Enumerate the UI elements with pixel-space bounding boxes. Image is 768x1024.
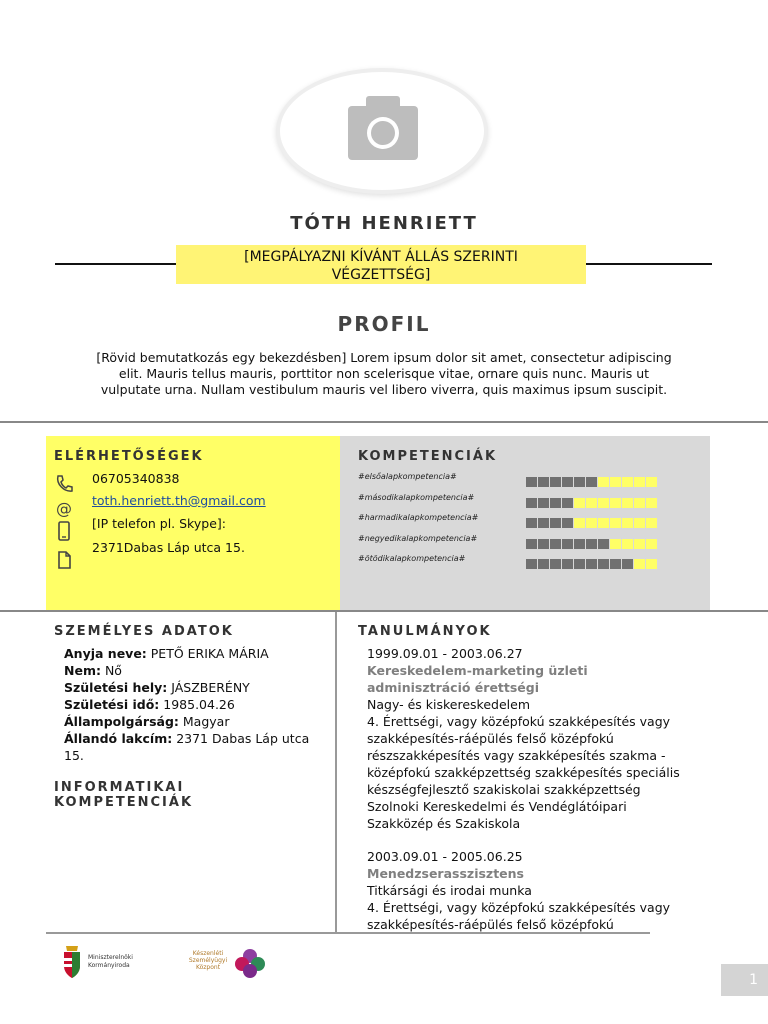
bar-segment-filled (550, 477, 561, 487)
competency-label: #ötödikalapkompetencia# (358, 554, 466, 563)
profile-text: [Rövid bemutatkozás egy bekezdésben] Lorem ipsum dolor sit amet, consectetur adipiscing elit. Mauris tellus mauris, porttitor non scelerisque vitae, ornare quis nunc. Mauris ut vulputate urna. Nullam vestibulum mauris vel libero viverra, quis maximus ipsum suscipit. (96, 350, 672, 397)
edu1-line: középfokú szakképzettség szakképesítés speciális (367, 765, 680, 780)
residence-value: 2371 Dabas Láp utca (172, 731, 310, 746)
page-number: 1 (721, 964, 768, 996)
column-divider (335, 612, 337, 932)
divider-middle (0, 610, 768, 612)
bar-segment-empty (610, 477, 621, 487)
bar-segment-empty (610, 498, 621, 508)
bar-segment-filled (538, 498, 549, 508)
bar-segment-empty (598, 518, 609, 528)
it-heading-line-2: KOMPETENCIÁK (54, 795, 194, 810)
bar-segment-empty (610, 539, 621, 549)
bar-segment-filled (538, 518, 549, 528)
edu1-line: részszakképesítés vagy szakképesítés szakma - (367, 748, 666, 763)
bar-segment-filled (562, 518, 573, 528)
email-link[interactable]: toth.henriett.th@gmail.com (92, 493, 266, 508)
mobile-icon (54, 521, 74, 541)
citizenship-value: Magyar (178, 714, 230, 729)
phone-icon (54, 474, 74, 494)
edu2-line: szakképesítés-ráépülés felső középfokú (367, 917, 614, 932)
residence-cont: 15. (64, 748, 84, 763)
bar-segment-empty (634, 518, 645, 528)
bar-segment-filled (526, 477, 537, 487)
edu1-line: szakképesítés-ráépülés felső középfokú (367, 731, 614, 746)
flower-logo (234, 948, 266, 978)
bar-segment-empty (586, 498, 597, 508)
mother-value: PETŐ ERIKA MÁRIA (146, 646, 269, 661)
position-title (176, 245, 586, 284)
bar-segment-filled (622, 559, 633, 569)
it-skills-heading (54, 780, 193, 810)
bar-segment-filled (538, 477, 549, 487)
birthplace-value: JÁSZBERÉNY (167, 680, 250, 695)
citizenship-label: Állampolgárság: (64, 714, 179, 729)
competency-bar (526, 559, 657, 569)
education-entry-2 (367, 848, 707, 933)
bar-segment-empty (622, 498, 633, 508)
competency-bar (526, 498, 657, 508)
bar-segment-empty (574, 518, 585, 528)
bar-segment-empty (646, 498, 657, 508)
bar-segment-empty (646, 518, 657, 528)
at-icon (54, 498, 74, 518)
competency-label: #harmadikalapkompetencia# (358, 513, 479, 522)
residence-label: Állandó lakcím: (64, 731, 173, 746)
logo2-line-1: Készenléti (192, 950, 224, 957)
gender (64, 662, 334, 679)
bar-segment-filled (610, 559, 621, 569)
edu1-line: Szolnoki Kereskedelmi és Vendéglátóipari (367, 799, 627, 814)
phone-number: 06705340838 (92, 471, 180, 486)
bar-segment-filled (586, 559, 597, 569)
competency-bar (526, 518, 657, 528)
bar-segment-empty (598, 477, 609, 487)
bar-segment-filled (550, 539, 561, 549)
bar-segment-empty (622, 518, 633, 528)
birthdate-label: Születési idő: (64, 697, 160, 712)
logo1-line-2: Kormányiroda (88, 962, 130, 969)
residence (64, 730, 334, 747)
name-rule-left (55, 263, 176, 265)
bar-segment-empty (646, 477, 657, 487)
mother-label: Anyja neve: (64, 646, 147, 661)
candidate-name: TÓTH HENRIETT (290, 213, 478, 234)
bar-segment-empty (634, 477, 645, 487)
bar-segment-filled (538, 559, 549, 569)
divider-top (0, 421, 768, 423)
birthplace (64, 679, 334, 696)
bar-segment-empty (622, 477, 633, 487)
bar-segment-filled (550, 518, 561, 528)
svg-text:@: @ (56, 499, 72, 518)
competency-bar (526, 477, 657, 487)
address: 2371Dabas Láp utca 15. (92, 540, 245, 555)
it-heading-line-1: INFORMATIKAI (54, 780, 185, 795)
bar-segment-filled (526, 559, 537, 569)
gender-label: Nem: (64, 663, 101, 678)
bar-segment-filled (526, 498, 537, 508)
competency-label: #másodikalapkompetencia# (358, 492, 475, 502)
competencies-heading: KOMPETENCIÁK (358, 449, 498, 464)
logo2-line-3: Központ (195, 964, 221, 971)
bar-segment-filled (598, 539, 609, 549)
edu2-line: 4. Érettségi, vagy középfokú szakképesítés vagy (367, 900, 671, 915)
logo1-line-1: Miniszterelnöki (88, 954, 133, 961)
bar-segment-filled (574, 559, 585, 569)
edu2-title: Menedzserasszisztens (367, 866, 524, 881)
bar-segment-empty (646, 539, 657, 549)
edu2-dates: 2003.09.01 - 2005.06.25 (367, 849, 523, 864)
edu1-line: Nagy- és kiskereskedelem (367, 697, 531, 712)
name-rule-right (586, 263, 712, 265)
mother-name (64, 645, 334, 662)
document-icon (54, 550, 74, 570)
bar-segment-filled (526, 539, 537, 549)
bar-segment-filled (562, 559, 573, 569)
bar-segment-filled (598, 559, 609, 569)
edu1-title-1: Kereskedelem-marketing üzleti (367, 663, 588, 678)
bar-segment-filled (550, 559, 561, 569)
ip-phone: [IP telefon pl. Skype]: (92, 516, 226, 531)
edu2-line: Titkársági és irodai munka (367, 883, 532, 898)
bar-segment-filled (586, 477, 597, 487)
profile-heading: PROFIL (337, 312, 431, 336)
bar-segment-filled (562, 498, 573, 508)
competency-bar (526, 539, 657, 549)
bar-segment-filled (562, 477, 573, 487)
gender-value: Nő (100, 663, 122, 678)
birthplace-label: Születési hely: (64, 680, 168, 695)
logo1-text (88, 954, 133, 970)
camera-icon (348, 96, 418, 160)
bar-segment-empty (634, 539, 645, 549)
birthdate (64, 696, 334, 713)
edu1-line: 4. Érettségi, vagy középfokú szakképesítés vagy (367, 714, 671, 729)
position-line-1: [MEGPÁLYAZNI KÍVÁNT ÁLLÁS SZERINTI (244, 249, 518, 265)
bar-segment-empty (610, 518, 621, 528)
divider-bottom (46, 932, 650, 934)
education-heading: TANULMÁNYOK (358, 624, 492, 639)
edu1-title-2: adminisztráció érettségi (367, 680, 540, 695)
bar-segment-empty (622, 539, 633, 549)
bar-segment-empty (646, 559, 657, 569)
bar-segment-empty (586, 518, 597, 528)
competency-label: #elsőalapkompetencia# (358, 472, 457, 481)
position-line-2: VÉGZETTSÉG] (331, 267, 431, 283)
bar-segment-filled (526, 518, 537, 528)
personal-heading: SZEMÉLYES ADATOK (54, 624, 234, 639)
bar-segment-filled (562, 539, 573, 549)
edu1-line: Szakközép és Szakiskola (367, 816, 521, 831)
edu1-dates: 1999.09.01 - 2003.06.27 (367, 646, 523, 661)
education-entry-1 (367, 645, 707, 832)
bar-segment-filled (574, 477, 585, 487)
contacts-heading: ELÉRHETŐSÉGEK (54, 449, 204, 464)
birthdate-value: 1985.04.26 (159, 697, 235, 712)
logo2-line-2: Személyügyi (188, 957, 228, 964)
bar-segment-filled (550, 498, 561, 508)
bar-segment-empty (634, 498, 645, 508)
bar-segment-empty (598, 498, 609, 508)
citizenship (64, 713, 334, 730)
bar-segment-filled (574, 539, 585, 549)
bar-segment-empty (634, 559, 645, 569)
bar-segment-empty (574, 498, 585, 508)
bar-segment-filled (586, 539, 597, 549)
logo2-text (178, 950, 238, 971)
edu1-line: készségfejlesztő szakiskolai szakképzettség (367, 782, 641, 797)
competency-label: #negyedikalapkompetencia# (358, 533, 478, 543)
bar-segment-filled (538, 539, 549, 549)
